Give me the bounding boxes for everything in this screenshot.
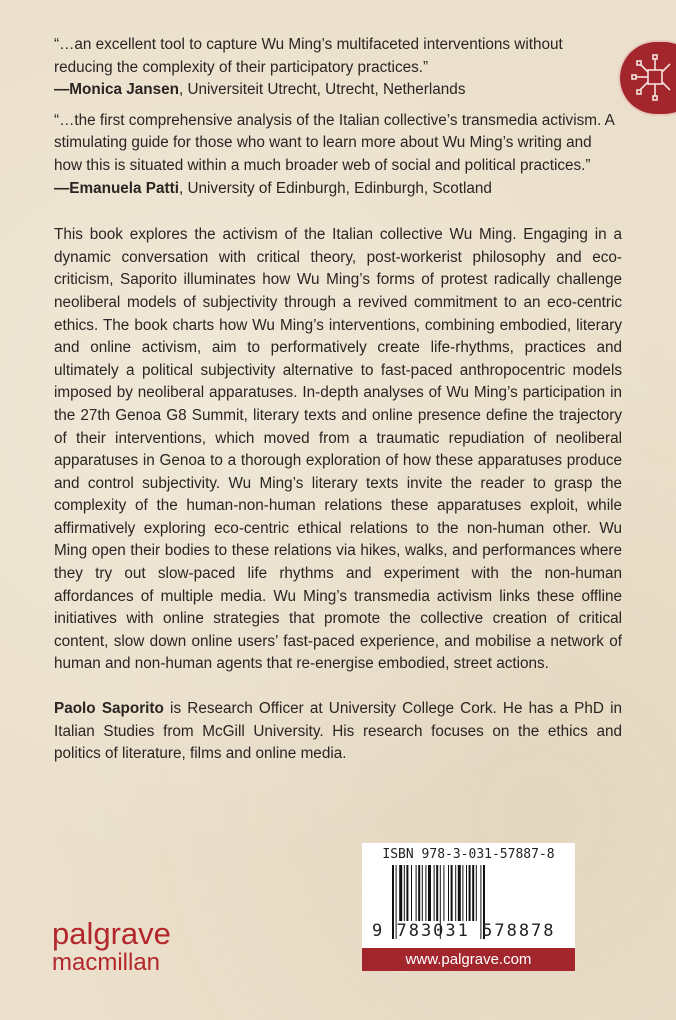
reviewer-affiliation: , University of Edinburgh, Edinburgh, Scotland xyxy=(178,179,492,197)
review-quote xyxy=(54,110,622,200)
quote-attribution xyxy=(54,79,622,102)
back-cover-text xyxy=(54,34,622,781)
publisher-url: www.palgrave.com xyxy=(362,948,575,971)
reviewer-name: —Emanuela Patti xyxy=(54,179,179,197)
book-description: This book explores the activism of the Italian collective Wu Ming. Engaging in a dynamic conversation with critical theory, post-workerist philosophy and eco-criticism, Saporito illuminates how Wu Ming’s forms of protest radically challenge neoliberal models of subjectivity through a revived commitment to an eco-centric ethics. The book charts how Wu Ming’s interventions, combining embodied, literary and online activism, aim to performatively create life-rhythms, practices and ultimately a political subjectivity alternative to fast-paced anthropocentric models imposed by neoliberal apparatuses. In-depth analyses of Wu Ming’s participation in the 27th Genoa G8 Summit, literary texts and online presence define the trajectory of their interventions, which moved from a traumatic repudiation of neoliberal apparatuses in Genoa to a thorough exploration of how these apparatuses produce and control subjectivity. Wu Ming’s literary texts invite the reader to grasp the complexity of the human-non-human relations these apparatuses exploit, while affirmatively exploring eco-centric ethical relations to the non-human other. Wu Ming open their bodies to these relations via hikes, walks, and performances where they try out slow-paced life rhythms and experiment with the non-human affordances of multiple media. Wu Ming’s transmedia activism links these offline initiatives with online strategies that promote the collective creation of critical content, slow down online users’ fast-paced experience, and mobilise a network of human and non-human agents that re-energise embodied, street actions. xyxy=(54,226,622,673)
publisher-name-line2: macmillan xyxy=(52,949,161,976)
isbn-text: ISBN 978-3-031-57887-8 xyxy=(382,847,555,862)
review-quote xyxy=(54,34,622,102)
publisher-name-line1: palgrave xyxy=(52,916,171,951)
barcode-digits: 9 783031 578878 xyxy=(372,921,556,941)
series-badge xyxy=(620,42,676,114)
author-bio-text: is Research Officer at University College Cork. He has a PhD in Italian Studies from McGill University. His research focuses on the ethics and politics of literature, films and online media. xyxy=(54,700,623,763)
author-bio xyxy=(54,698,622,766)
quote-text: “…an excellent tool to capture Wu Ming’s multifaceted interventions without reducing the complexity of their participatory practices.” xyxy=(54,36,563,76)
reviewer-affiliation: , Universiteit Utrecht, Utrecht, Netherlands xyxy=(178,81,466,99)
reviewer-name: —Monica Jansen xyxy=(54,81,179,99)
quote-attribution xyxy=(54,178,622,201)
isbn-barcode xyxy=(362,843,575,948)
network-icon xyxy=(630,50,676,106)
publisher-logo xyxy=(52,918,171,975)
quote-text: “…the first comprehensive analysis of the Italian collective’s transmedia activism. A stimulating guide for those who want to learn more about Wu Ming’s writing and how this is situated within a much broader web of social and political practices.” xyxy=(54,111,614,174)
author-name: Paolo Saporito xyxy=(54,700,164,718)
